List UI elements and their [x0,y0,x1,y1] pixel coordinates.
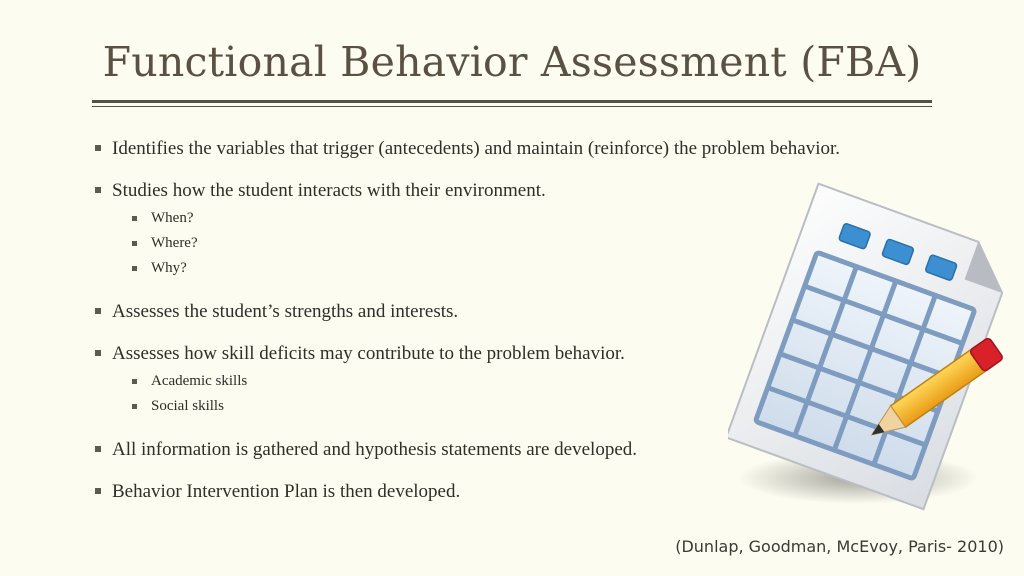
sub-bullet-item: Why? [94,256,934,281]
bullet-item: All information is gathered and hypothesis statements are developed. [94,438,934,461]
title-divider [92,100,932,103]
bullet-item: Behavior Intervention Plan is then developed. [94,480,934,503]
bullet-item: Studies how the student interacts with their environment. [94,179,934,202]
title-divider-thin [92,106,932,107]
slide-title: Functional Behavior Assessment (FBA) [102,38,922,86]
sub-bullet-item: Academic skills [94,369,934,394]
sub-bullet-item: Social skills [94,394,934,419]
bullet-item: Assesses the student’s strengths and interests. [94,300,934,323]
citation: (Dunlap, Goodman, McEvoy, Paris- 2010) [675,537,1004,556]
bullet-item: Identifies the variables that trigger (antecedents) and maintain (reinforce) the problem behavior. [94,137,932,160]
sub-bullet-item: Where? [94,231,934,256]
sub-bullet-item: When? [94,206,934,231]
spreadsheet-with-pencil-icon [728,180,1024,530]
bullet-item: Assesses how skill deficits may contribute to the problem behavior. [94,342,934,365]
